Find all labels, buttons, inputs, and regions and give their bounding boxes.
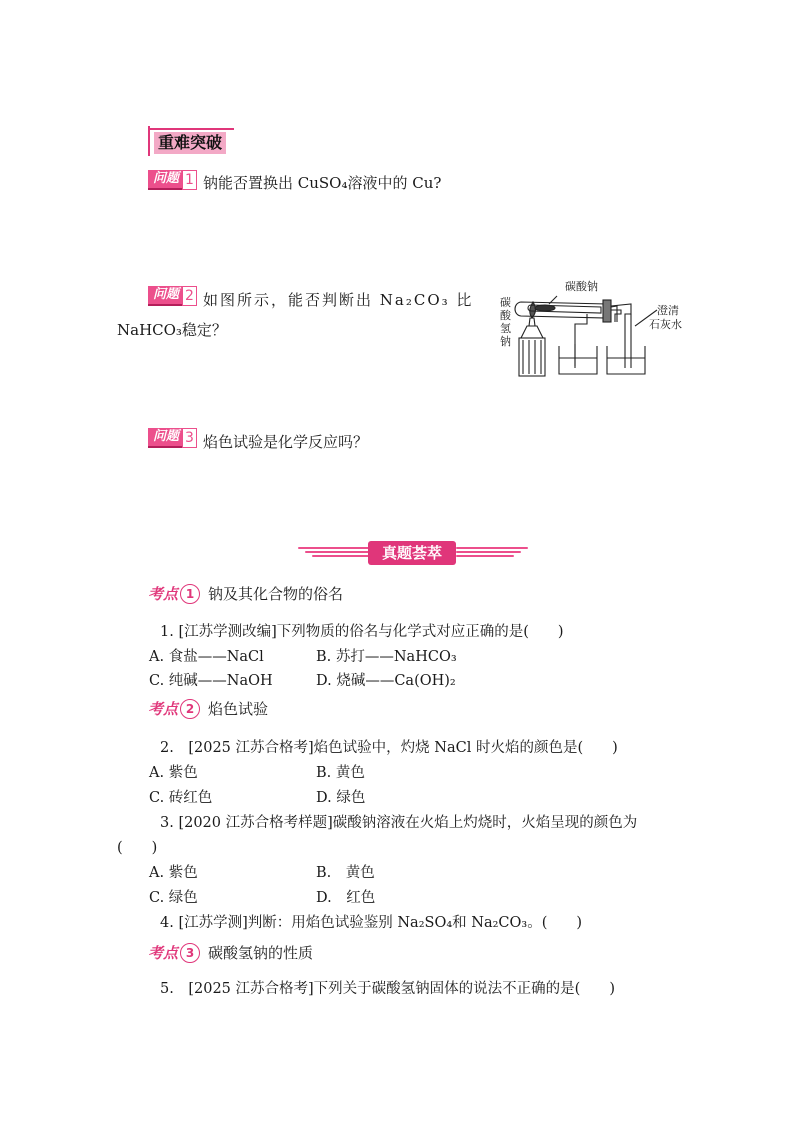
item-1-option-a: A. 食盐——NaCl <box>149 649 264 665</box>
kaodian-number: 3 <box>180 943 200 963</box>
item-5-stem: 5. [2025 江苏合格考]下列关于碳酸氢钠固体的说法不正确的是( ) <box>160 981 615 997</box>
item-4-stem: 4. [江苏学测]判断：用焰色试验鉴别 Na₂SO₄和 Na₂CO₃。( ) <box>160 915 583 931</box>
item-2-option-c: C. 砖红色 <box>149 790 213 806</box>
kaodian-label: 考点 <box>148 585 179 603</box>
question-tag-label: 问题 <box>148 286 184 306</box>
item-3-option-d: D. 红色 <box>316 890 376 906</box>
question-tag-label: 问题 <box>148 170 184 190</box>
section-banner-exam <box>298 541 528 565</box>
question-tag-2 <box>148 286 197 306</box>
kaodian-label: 考点 <box>148 700 179 718</box>
label-sodium-bicarbonate: 碳酸氢钠 <box>500 296 511 348</box>
item-2-option-b: B. 黄色 <box>316 765 365 781</box>
item-3-stem: 3. [2020 江苏合格考样题]碳酸钠溶液在火焰上灼烧时，火焰呈现的颜色为 <box>160 815 638 831</box>
kaodian-text: 钠及其化合物的俗名 <box>208 585 344 603</box>
label-clear: 澄清 <box>657 304 679 317</box>
kaodian-2 <box>148 698 268 719</box>
label-sodium-carbonate: 碳酸钠 <box>565 280 598 293</box>
question-tag-1 <box>148 170 197 190</box>
apparatus-figure <box>497 274 687 378</box>
item-3-option-a: A. 紫色 <box>149 865 198 881</box>
item-1-option-b: B. 苏打——NaHCO₃ <box>316 649 457 665</box>
item-1-option-d: D. 烧碱——Ca(OH)₂ <box>316 673 456 689</box>
banner-title: 真题荟萃 <box>368 541 456 565</box>
kaodian-number: 1 <box>180 584 200 604</box>
question-2-text-line2: NaHCO₃稳定？ <box>117 321 227 339</box>
kaodian-3 <box>148 942 313 963</box>
question-tag-3 <box>148 428 197 448</box>
banner-stripes-left <box>298 547 370 559</box>
item-1-option-c: C. 纯碱——NaOH <box>149 673 273 689</box>
question-3-text: 焰色试验是化学反应吗？ <box>203 433 369 451</box>
question-1-text: 钠能否置换出 CuSO₄溶液中的 Cu? <box>203 174 442 192</box>
item-3-stem-line2: ( ) <box>117 840 158 856</box>
item-2-stem: 2. [2025 江苏合格考]焰色试验中，灼烧 NaCl 时火焰的颜色是( ) <box>160 740 618 756</box>
item-1-stem: 1. [江苏学测改编]下列物质的俗名与化学式对应正确的是( ) <box>160 624 564 640</box>
question-tag-number: 2 <box>182 286 197 306</box>
question-tag-number: 3 <box>182 428 197 448</box>
kaodian-text: 焰色试验 <box>208 700 269 718</box>
banner-stripes-right <box>456 547 528 559</box>
section-title: 重难突破 <box>154 132 226 154</box>
item-3-option-b: B. 黄色 <box>316 865 375 881</box>
question-tag-label: 问题 <box>148 428 184 448</box>
kaodian-label: 考点 <box>148 944 179 962</box>
item-2-option-d: D. 绿色 <box>316 790 366 806</box>
label-limewater: 石灰水 <box>649 318 682 331</box>
kaodian-number: 2 <box>180 699 200 719</box>
item-3-option-c: C. 绿色 <box>149 890 198 906</box>
question-2-text-line1: 如图所示，能否判断出 Na₂CO₃ 比 <box>203 291 474 309</box>
kaodian-1 <box>148 583 343 604</box>
question-tag-number: 1 <box>182 170 197 190</box>
kaodian-text: 碳酸氢钠的性质 <box>208 944 314 962</box>
item-2-option-a: A. 紫色 <box>149 765 198 781</box>
